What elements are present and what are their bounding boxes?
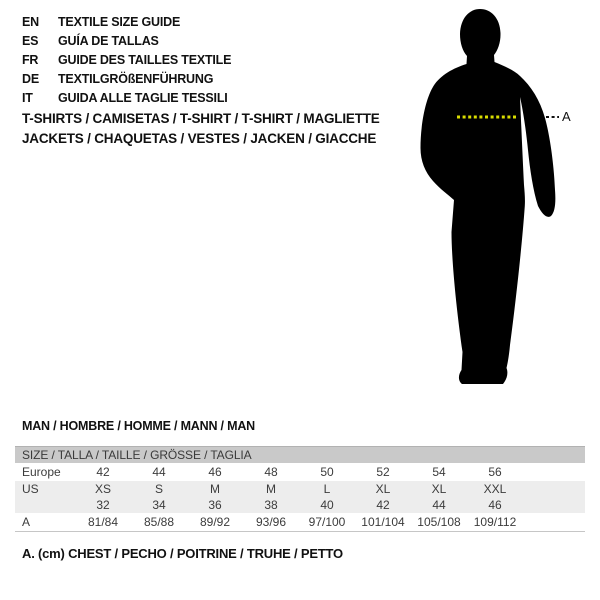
table-cell: 34 (152, 498, 166, 512)
table-cell: 50 (320, 465, 334, 479)
language-row (22, 32, 231, 51)
table-cell-filler (523, 481, 585, 497)
table-cell: L (323, 482, 331, 496)
table-row-chest-cm (15, 513, 585, 531)
table-cell-filler (523, 497, 585, 513)
table-header: SIZE / TALLA / TAILLE / GRÖSSE / TAGLIA (15, 447, 585, 463)
measurement-footnote: A. (cm) CHEST / PECHO / POITRINE / TRUHE / PETTO (22, 546, 343, 561)
table-cell: 52 (376, 465, 390, 479)
table-cell: 32 (96, 498, 110, 512)
language-row (22, 13, 231, 32)
table-cell: 42 (376, 498, 390, 512)
table-cell-filler (523, 463, 585, 481)
language-row (22, 89, 231, 108)
row-label (15, 497, 75, 513)
man-silhouette (421, 9, 556, 384)
table-cell: M (266, 482, 276, 496)
table-cell-filler (523, 513, 585, 531)
table-cell: 89/92 (199, 515, 231, 529)
table-cell: M (210, 482, 220, 496)
table-cell: XXL (483, 482, 507, 496)
table-cell: 46 (488, 498, 502, 512)
garment-types (22, 109, 380, 149)
table-cell: S (154, 482, 163, 496)
table-cell: 81/84 (87, 515, 119, 529)
table-cell: 38 (264, 498, 278, 512)
table-cell: XS (94, 482, 111, 496)
table-cell: 101/104 (361, 515, 405, 529)
table-cell: 46 (208, 465, 222, 479)
table-cell: 48 (264, 465, 278, 479)
measure-label-a: A (562, 109, 571, 124)
garment-line-tshirts: T-SHIRTS / CAMISETAS / T-SHIRT / T-SHIRT / MAGLIETTE (22, 111, 380, 126)
table-cell: 97/100 (308, 515, 346, 529)
table-cell: 105/108 (417, 515, 461, 529)
language-code: FR (22, 53, 39, 67)
table-cell: XL (431, 482, 447, 496)
language-code: ES (22, 34, 39, 48)
language-label: GUIDA ALLE TAGLIE TESSILI (58, 91, 228, 105)
language-label: GUÍA DE TALLAS (58, 34, 159, 48)
man-silhouette-svg (400, 0, 600, 400)
table-cell: 56 (488, 465, 502, 479)
language-code: EN (22, 15, 39, 29)
language-list (22, 13, 231, 108)
row-label: Europe (22, 465, 61, 479)
language-label: GUIDE DES TAILLES TEXTILE (58, 53, 232, 67)
row-label: US (22, 482, 39, 496)
row-label: A (22, 515, 31, 529)
language-code: DE (22, 72, 39, 86)
table-cell: 109/112 (473, 515, 517, 529)
language-row (22, 70, 231, 89)
table-row-us (15, 481, 585, 497)
table-cell: XL (375, 482, 391, 496)
table-cell: 54 (432, 465, 446, 479)
language-label: TEXTILE SIZE GUIDE (58, 15, 181, 29)
language-code: IT (22, 91, 33, 105)
language-label: TEXTILGRÖßENFÜHRUNG (58, 72, 214, 86)
table-cell: 93/96 (255, 515, 287, 529)
size-table (15, 446, 585, 532)
table-row-alt-sizes (15, 497, 585, 513)
garment-line-jackets: JACKETS / CHAQUETAS / VESTES / JACKEN / GIACCHE (22, 131, 377, 146)
table-cell: 36 (208, 498, 222, 512)
table-cell: 85/88 (143, 515, 175, 529)
table-cell: 44 (152, 465, 166, 479)
table-row-europe (15, 463, 585, 481)
man-silhouette-figure (400, 0, 600, 400)
table-cell: 40 (320, 498, 334, 512)
language-row (22, 51, 231, 70)
table-cell: 42 (96, 465, 110, 479)
table-cell: 44 (432, 498, 446, 512)
section-title: MAN / HOMBRE / HOMME / MANN / MAN (22, 419, 255, 433)
